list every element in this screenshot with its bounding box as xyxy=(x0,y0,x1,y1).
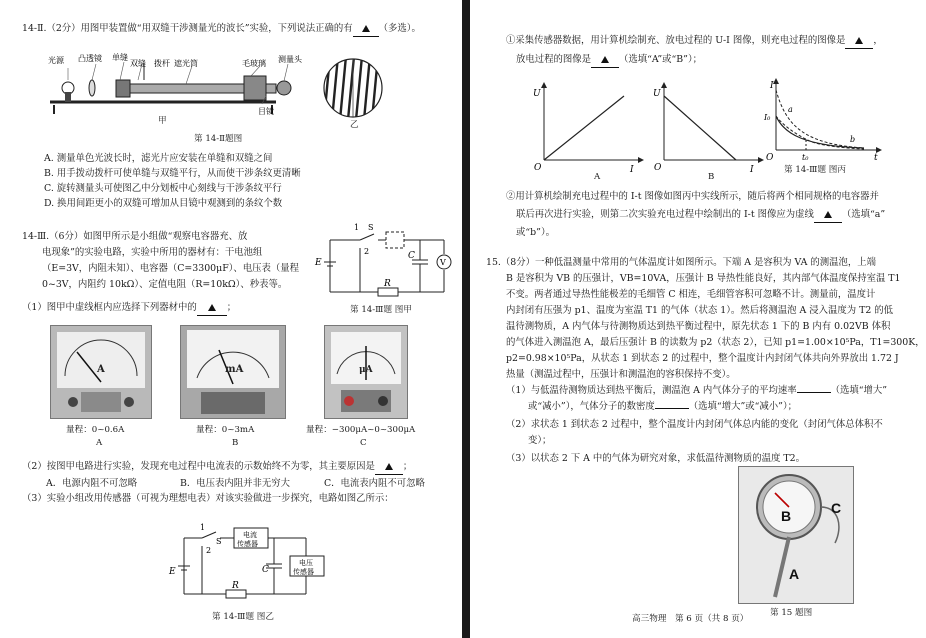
q14-3-sub2-option-c[interactable]: C．电流表内阻不可忽略 xyxy=(324,478,425,489)
meter-c-unit: μA xyxy=(359,365,373,375)
q14-3-sub2: （2）按图甲电路进行实验，发现充电过程中电流表的示数始终不为零，其主要原因是 ； xyxy=(22,460,412,475)
circuit-b-terminal-2: 2 xyxy=(206,546,212,555)
q14-3-stem-3: （E=3V，内阻未知）、电容器（C=3300μF）、电压表（量程 xyxy=(42,263,300,274)
meter-a-unit: A xyxy=(97,364,105,375)
meter-b-range: 量程：0~3mA xyxy=(196,425,255,435)
q14-2-option-c[interactable]: C. 旋转测量头可使图乙中分划板中心刻线与干涉条纹平行 xyxy=(44,183,282,194)
circuit-a-capacitor: C xyxy=(408,251,415,261)
q15-line-1: 15.（8分）一种低温测量中常用的气体温度计如图所示。下端 A 是容积为 VA 的测温泡，上端 xyxy=(486,257,876,268)
graph-b xyxy=(653,82,764,175)
q15-sub2-line-1: （2）求状态 1 到状态 2 过程中，整个温度计内封闭气体总内能的变化（封闭气体总体积不 xyxy=(506,419,883,430)
circuit-a-resistor: R xyxy=(384,279,391,289)
circuit-a-caption: 第 14-Ⅲ题 图甲 xyxy=(350,305,412,315)
q15-line-4: 内封闭有压强为 p1、温度为室温 T1 的气体（状态 1）。然后将测温泡 A 浸入温度为 T2 的低 xyxy=(506,305,894,316)
q15-line-6: 的气体进入测温泡 A，最后压强计 B 的读数为 p2（状态 2），已知 p1=1.00×10⁵Pa，T1=300K， xyxy=(506,337,925,348)
circuit-a-switch: S xyxy=(368,223,374,232)
label-light-source: 光源 xyxy=(48,56,64,65)
circuit-figure-b xyxy=(166,520,326,602)
fig-jia-label: 甲 xyxy=(158,116,167,126)
double-slit-apparatus-figure xyxy=(46,52,310,118)
meter-photo-b[interactable] xyxy=(180,325,286,419)
meter-c-letter: C xyxy=(360,438,367,448)
left-page xyxy=(0,0,462,638)
q15-line-3: 不变。两者通过导热性能极差的毛细管 C 相连，毛细管容积可忽略不计。测量前，温度计 xyxy=(506,289,876,300)
circuit-a-voltmeter: V xyxy=(440,258,446,267)
label-double-slit: 双缝 xyxy=(130,59,146,68)
q14-3-sub2-option-b[interactable]: B．电压表内阻并非无穷大 xyxy=(180,478,291,489)
q14-2-option-a[interactable]: A. 测量单色光波长时，滤光片应安装在单缝和双缝之间 xyxy=(44,153,273,164)
graph-b-origin: O xyxy=(654,163,662,173)
current-sensor-line-2: 传感器 xyxy=(237,540,258,548)
right-page xyxy=(470,0,926,638)
label-single-slit: 单缝 xyxy=(112,53,128,62)
graph-c-t0: t₀ xyxy=(802,153,809,162)
q14-3-stem-4: 0~3V，内阻约 10kΩ）、定值电阻（R=10kΩ）、秒表等。 xyxy=(42,279,288,290)
label-measuring-head: 测量头 xyxy=(278,55,302,64)
graph-c xyxy=(764,76,884,162)
meter-c-range: 量程：−300μA~0~300μA xyxy=(306,425,416,435)
q14-3-sub3: （3）实验小组改用传感器（可视为理想电表）对该实验做进一步探究，电路如图乙所示： xyxy=(22,493,394,504)
meter-photo-c[interactable] xyxy=(324,325,408,419)
q15-sub1-line-1: （1）与低温待测物质达到热平衡后，测温泡 A 内气体分子的平均速率 （选填“增大” xyxy=(506,385,888,396)
sub2-line-2: 联后再次进行实验，则第二次实验充电过程中绘制出的 I-t 图像应为虚线 （选填“a” xyxy=(516,208,885,223)
gauge-label-b: B xyxy=(781,508,792,524)
fig-yi-label: 乙 xyxy=(350,120,359,130)
circuit-a-terminal-2: 2 xyxy=(364,247,370,256)
circuit-a-emf: E xyxy=(315,258,322,268)
q14-2-caption: 第 14-Ⅱ题图 xyxy=(194,134,243,144)
q15-sub1-line-2: 或“减小”），气体分子的数密度 （选填“增大”或“减小”）； xyxy=(528,401,798,412)
circuit-b-capacitor: C xyxy=(262,565,269,575)
meter-a-range: 量程：0~0.6A xyxy=(66,425,125,435)
graph-c-ylabel: I xyxy=(770,81,774,91)
label-convex-lens: 凸透镜 xyxy=(78,54,102,63)
q15-line-7: p2=0.98×10⁵Pa，从状态 1 到状态 2 的过程中，整个温度计内封闭气体共向外界放出 1.72 J xyxy=(506,353,899,364)
voltage-sensor-line-1: 电压 xyxy=(299,559,313,567)
graph-b-xlabel: I xyxy=(750,165,754,175)
graph-c-curve-b: b xyxy=(850,135,856,144)
label-light-tube: 遮光筒 xyxy=(174,59,198,68)
circuit-a-terminal-1: 1 xyxy=(354,223,360,232)
fig15-caption: 第 15 题图 xyxy=(770,608,813,618)
page-footer: 高三物理 第 6 页（共 8 页） xyxy=(632,614,749,624)
gauge-label-a: A xyxy=(789,566,800,582)
meter-a-letter: A xyxy=(96,438,103,448)
graph-c-xlabel: t xyxy=(874,153,878,163)
meter-b-letter: B xyxy=(232,438,239,448)
q15-line-5: 温待测物质，A 内气体与待测物质达到热平衡过程中，原先状态 1 下的 B 内有 0.02VB 体积 xyxy=(506,321,891,332)
q14-2-option-b[interactable]: B. 用手拨动拨杆可使单缝与双缝平行，从而使干涉条纹更清晰 xyxy=(44,168,301,179)
q15-sub3: （3）以状态 2 下 A 中的气体为研究对象，求低温待测物质的温度 T2。 xyxy=(506,453,805,464)
q14-3-stem-2: 电现象”的实验电路，实验中所用的器材有：干电池组 xyxy=(42,247,263,258)
sub1-ui-line-1: ①采集传感器数据，用计算机绘制充、放电过程的 U-I 图像，则充电过程的图像是 ， xyxy=(506,34,883,49)
gauge-label-c: C xyxy=(831,500,842,516)
circuit-b-terminal-1: 1 xyxy=(200,523,206,532)
page-divider xyxy=(462,0,470,638)
sub2-line-1: ②用计算机绘制充电过程中的 I-t 图像如图丙中实线所示，随后将两个相同规格的电容器并 xyxy=(506,191,879,202)
voltage-sensor-line-2: 传感器 xyxy=(293,568,314,576)
graph-c-caption: 第 14-Ⅲ题 图丙 xyxy=(784,165,846,175)
circuit-b-switch: S xyxy=(216,537,222,546)
circuit-figure-a xyxy=(312,218,460,302)
graph-a xyxy=(533,82,644,175)
graph-c-i0: I₀ xyxy=(764,113,771,122)
q14-2-stem: 14-Ⅱ.（2分）用图甲装置做“用双缝干涉测量光的波长”实验，下列说法正确的有 （多选）。 xyxy=(22,22,421,37)
graph-c-curve-a: a xyxy=(788,105,793,114)
q15-line-8: 热量（测温过程中，压强计和测温泡的容积保持不变）。 xyxy=(506,369,736,380)
q14-3-sub1: （1）图甲中虚线框内应选择下列器材中的 ； xyxy=(22,301,236,316)
q15-sub2-line-2: 变）； xyxy=(528,435,552,446)
label-eyepiece: 目镜 xyxy=(258,107,274,116)
sub2-line-3: 或“b”）。 xyxy=(516,227,556,238)
graph-b-ylabel: U xyxy=(653,89,661,99)
label-ground-glass: 毛玻璃 xyxy=(242,59,266,68)
graph-c-origin: O xyxy=(766,153,774,163)
q15-line-2: B 是容积为 VB 的压强计，VB=10VA，压强计 B 导热性能良好，其内部气体温度保持室温 T1 xyxy=(506,273,901,284)
graph-a-letter: A xyxy=(594,172,601,182)
graph-b-letter: B xyxy=(708,172,715,182)
current-sensor-line-1: 电流 xyxy=(243,531,257,539)
circuit-b-caption: 第 14-Ⅲ题 图乙 xyxy=(212,612,274,622)
graph-a-xlabel: I xyxy=(630,165,634,175)
graph-a-origin: O xyxy=(534,163,542,173)
graph-a-ylabel: U xyxy=(533,89,541,99)
q14-2-option-d[interactable]: D. 换用间距更小的双缝可增加从目镜中观测到的条纹个数 xyxy=(44,198,283,209)
meter-b-unit: mA xyxy=(225,364,244,375)
circuit-b-resistor: R xyxy=(232,581,239,591)
meter-photo-a[interactable] xyxy=(50,325,152,419)
gas-thermometer-photo[interactable] xyxy=(738,466,854,604)
circuit-b-emf: E xyxy=(169,567,176,577)
q14-3-sub2-option-a[interactable]: A．电源内阻不可忽略 xyxy=(46,478,138,489)
sub1-ui-line-2: 放电过程的图像是 （选填“A”或“B”）； xyxy=(516,53,702,68)
label-lever: 拨杆 xyxy=(154,59,170,68)
q14-3-stem-1: 14-Ⅲ.（6分）如图甲所示是小组做“观察电容器充、放 xyxy=(22,231,248,242)
